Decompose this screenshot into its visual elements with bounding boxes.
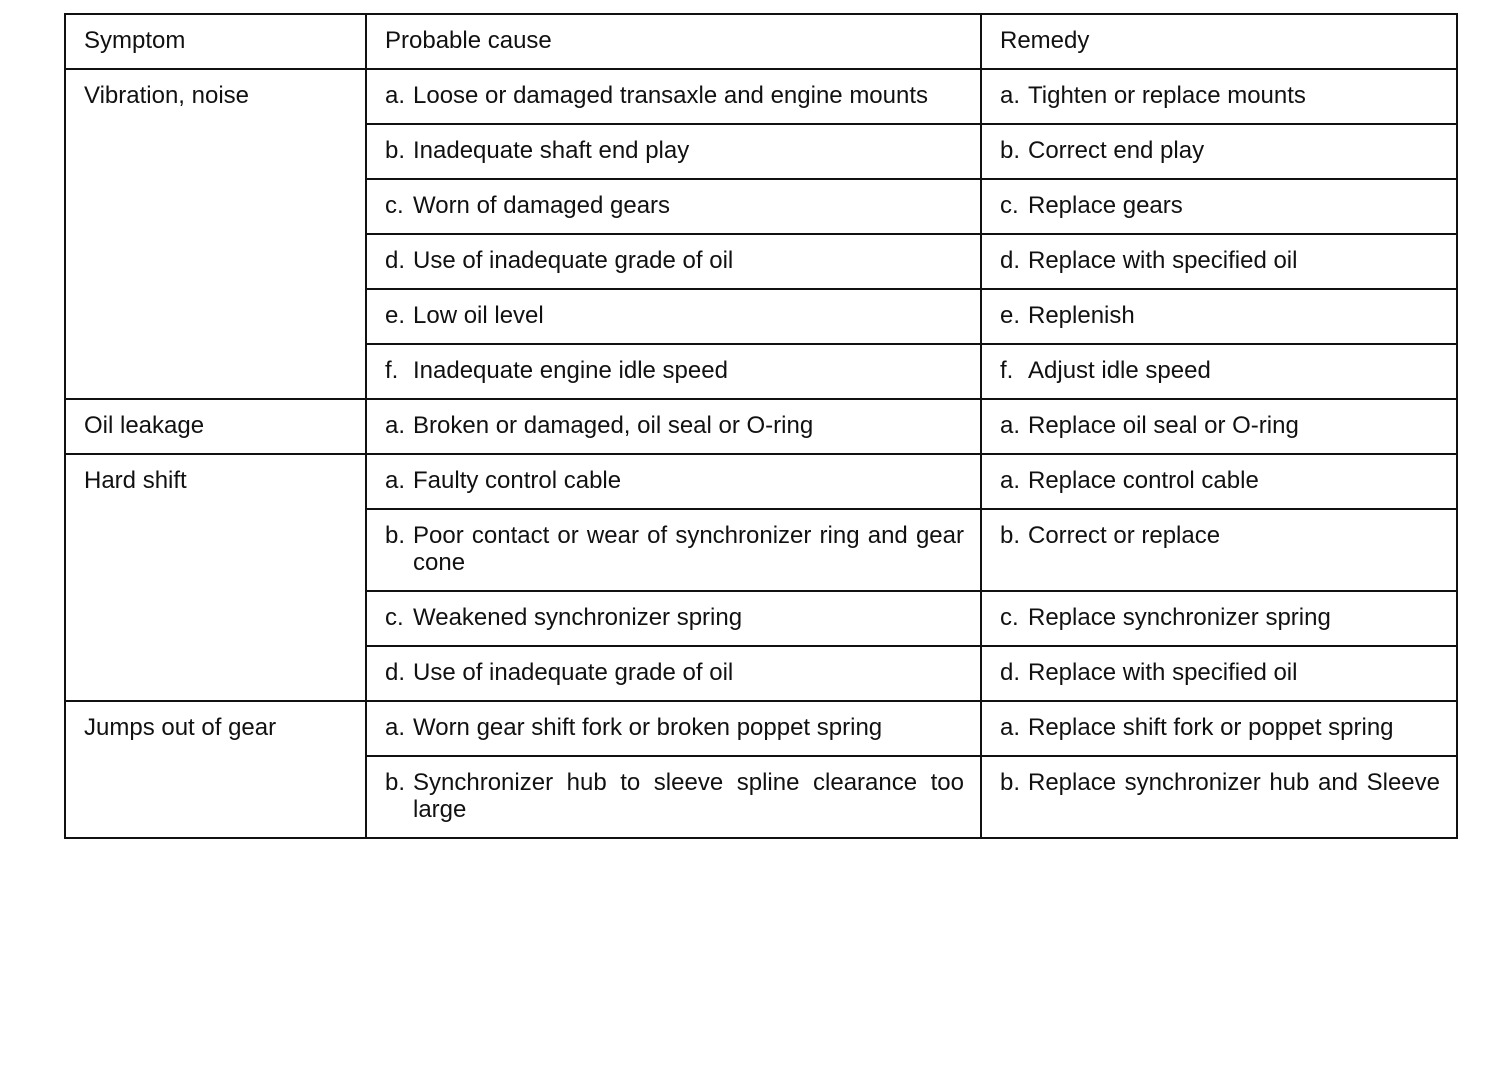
header-symptom: Symptom bbox=[65, 14, 366, 69]
remedy-cell bbox=[981, 646, 1457, 701]
cause-letter: a. bbox=[385, 82, 406, 109]
symptom-cell: Vibration, noise bbox=[65, 69, 366, 399]
remedy-cell bbox=[981, 289, 1457, 344]
header-probable-cause: Probable cause bbox=[366, 14, 981, 69]
remedy-cell bbox=[981, 591, 1457, 646]
cause-cell bbox=[366, 344, 981, 399]
cause-cell bbox=[366, 69, 981, 124]
remedy-text: Replace synchronizer spring bbox=[1028, 604, 1331, 631]
cause-text: Weakened synchronizer spring bbox=[413, 604, 743, 631]
remedy-cell bbox=[981, 701, 1457, 756]
cause-letter: e. bbox=[385, 302, 406, 329]
remedy-letter: a. bbox=[1000, 412, 1021, 439]
remedy-cell bbox=[981, 69, 1457, 124]
remedy-cell bbox=[981, 756, 1457, 838]
remedy-text: Replace control cable bbox=[1028, 467, 1259, 494]
symptom-cell: Jumps out of gear bbox=[65, 701, 366, 838]
cause-cell bbox=[366, 179, 981, 234]
cause-text: Use of inadequate grade of oil bbox=[413, 247, 734, 274]
remedy-text: Tighten or replace mounts bbox=[1028, 82, 1306, 109]
remedy-text: Adjust idle speed bbox=[1028, 357, 1211, 384]
cause-cell bbox=[366, 701, 981, 756]
table-row bbox=[65, 69, 1457, 124]
cause-letter: c. bbox=[385, 604, 404, 631]
cause-text: Loose or damaged transaxle and engine mounts bbox=[413, 82, 929, 109]
remedy-letter: b. bbox=[1000, 522, 1021, 549]
cause-text: Low oil level bbox=[413, 302, 544, 329]
remedy-text: Correct end play bbox=[1028, 137, 1205, 164]
table-row bbox=[65, 399, 1457, 454]
remedy-cell bbox=[981, 454, 1457, 509]
cause-letter: b. bbox=[385, 769, 406, 796]
remedy-letter: c. bbox=[1000, 192, 1019, 219]
remedy-text: Replace shift fork or poppet spring bbox=[1028, 714, 1394, 741]
remedy-cell bbox=[981, 179, 1457, 234]
remedy-text: Replace with specified oil bbox=[1028, 247, 1298, 274]
cause-cell bbox=[366, 399, 981, 454]
cause-text: Worn of damaged gears bbox=[413, 192, 671, 219]
remedy-letter: b. bbox=[1000, 137, 1021, 164]
cause-text: Faulty control cable bbox=[413, 467, 622, 494]
cause-text: Inadequate engine idle speed bbox=[413, 357, 728, 384]
cause-cell bbox=[366, 454, 981, 509]
cause-letter: d. bbox=[385, 247, 406, 274]
remedy-text: Correct or replace bbox=[1028, 522, 1221, 549]
remedy-letter: a. bbox=[1000, 82, 1021, 109]
cause-letter: a. bbox=[385, 714, 406, 741]
cause-text: Synchronizer hub to sleeve spline clearance too large bbox=[413, 769, 964, 823]
table-row bbox=[65, 454, 1457, 509]
cause-cell bbox=[366, 289, 981, 344]
header-row bbox=[65, 14, 1457, 69]
remedy-text: Replace gears bbox=[1028, 192, 1183, 219]
remedy-cell bbox=[981, 124, 1457, 179]
remedy-letter: b. bbox=[1000, 769, 1021, 796]
cause-letter: d. bbox=[385, 659, 406, 686]
cause-letter: a. bbox=[385, 467, 406, 494]
remedy-letter: d. bbox=[1000, 247, 1021, 274]
remedy-letter: c. bbox=[1000, 604, 1019, 631]
remedy-cell bbox=[981, 344, 1457, 399]
remedy-cell bbox=[981, 399, 1457, 454]
cause-letter: b. bbox=[385, 137, 406, 164]
remedy-text: Replace with specified oil bbox=[1028, 659, 1298, 686]
remedy-cell bbox=[981, 234, 1457, 289]
header-remedy: Remedy bbox=[981, 14, 1457, 69]
cause-letter: c. bbox=[385, 192, 404, 219]
remedy-letter: f. bbox=[1000, 357, 1014, 384]
table-row bbox=[65, 701, 1457, 756]
remedy-letter: a. bbox=[1000, 467, 1021, 494]
troubleshooting-table bbox=[64, 13, 1458, 839]
cause-text: Broken or damaged, oil seal or O-ring bbox=[413, 412, 814, 439]
symptom-cell: Oil leakage bbox=[65, 399, 366, 454]
remedy-text: Replace oil seal or O-ring bbox=[1028, 412, 1299, 439]
cause-text: Poor contact or wear of synchronizer ring and gear cone bbox=[413, 522, 964, 576]
cause-letter: a. bbox=[385, 412, 406, 439]
cause-cell bbox=[366, 509, 981, 591]
symptom-cell: Hard shift bbox=[65, 454, 366, 701]
remedy-text: Replenish bbox=[1028, 302, 1135, 329]
remedy-letter: e. bbox=[1000, 302, 1021, 329]
cause-cell bbox=[366, 756, 981, 838]
cause-cell bbox=[366, 591, 981, 646]
cause-cell bbox=[366, 646, 981, 701]
cause-letter: f. bbox=[385, 357, 399, 384]
remedy-letter: a. bbox=[1000, 714, 1021, 741]
cause-text: Use of inadequate grade of oil bbox=[413, 659, 734, 686]
cause-letter: b. bbox=[385, 522, 406, 549]
remedy-letter: d. bbox=[1000, 659, 1021, 686]
remedy-text: Replace synchronizer hub and Sleeve bbox=[1028, 769, 1440, 796]
cause-text: Worn gear shift fork or broken poppet spring bbox=[413, 714, 883, 741]
remedy-cell bbox=[981, 509, 1457, 591]
cause-cell bbox=[366, 124, 981, 179]
cause-text: Inadequate shaft end play bbox=[413, 137, 690, 164]
cause-cell bbox=[366, 234, 981, 289]
